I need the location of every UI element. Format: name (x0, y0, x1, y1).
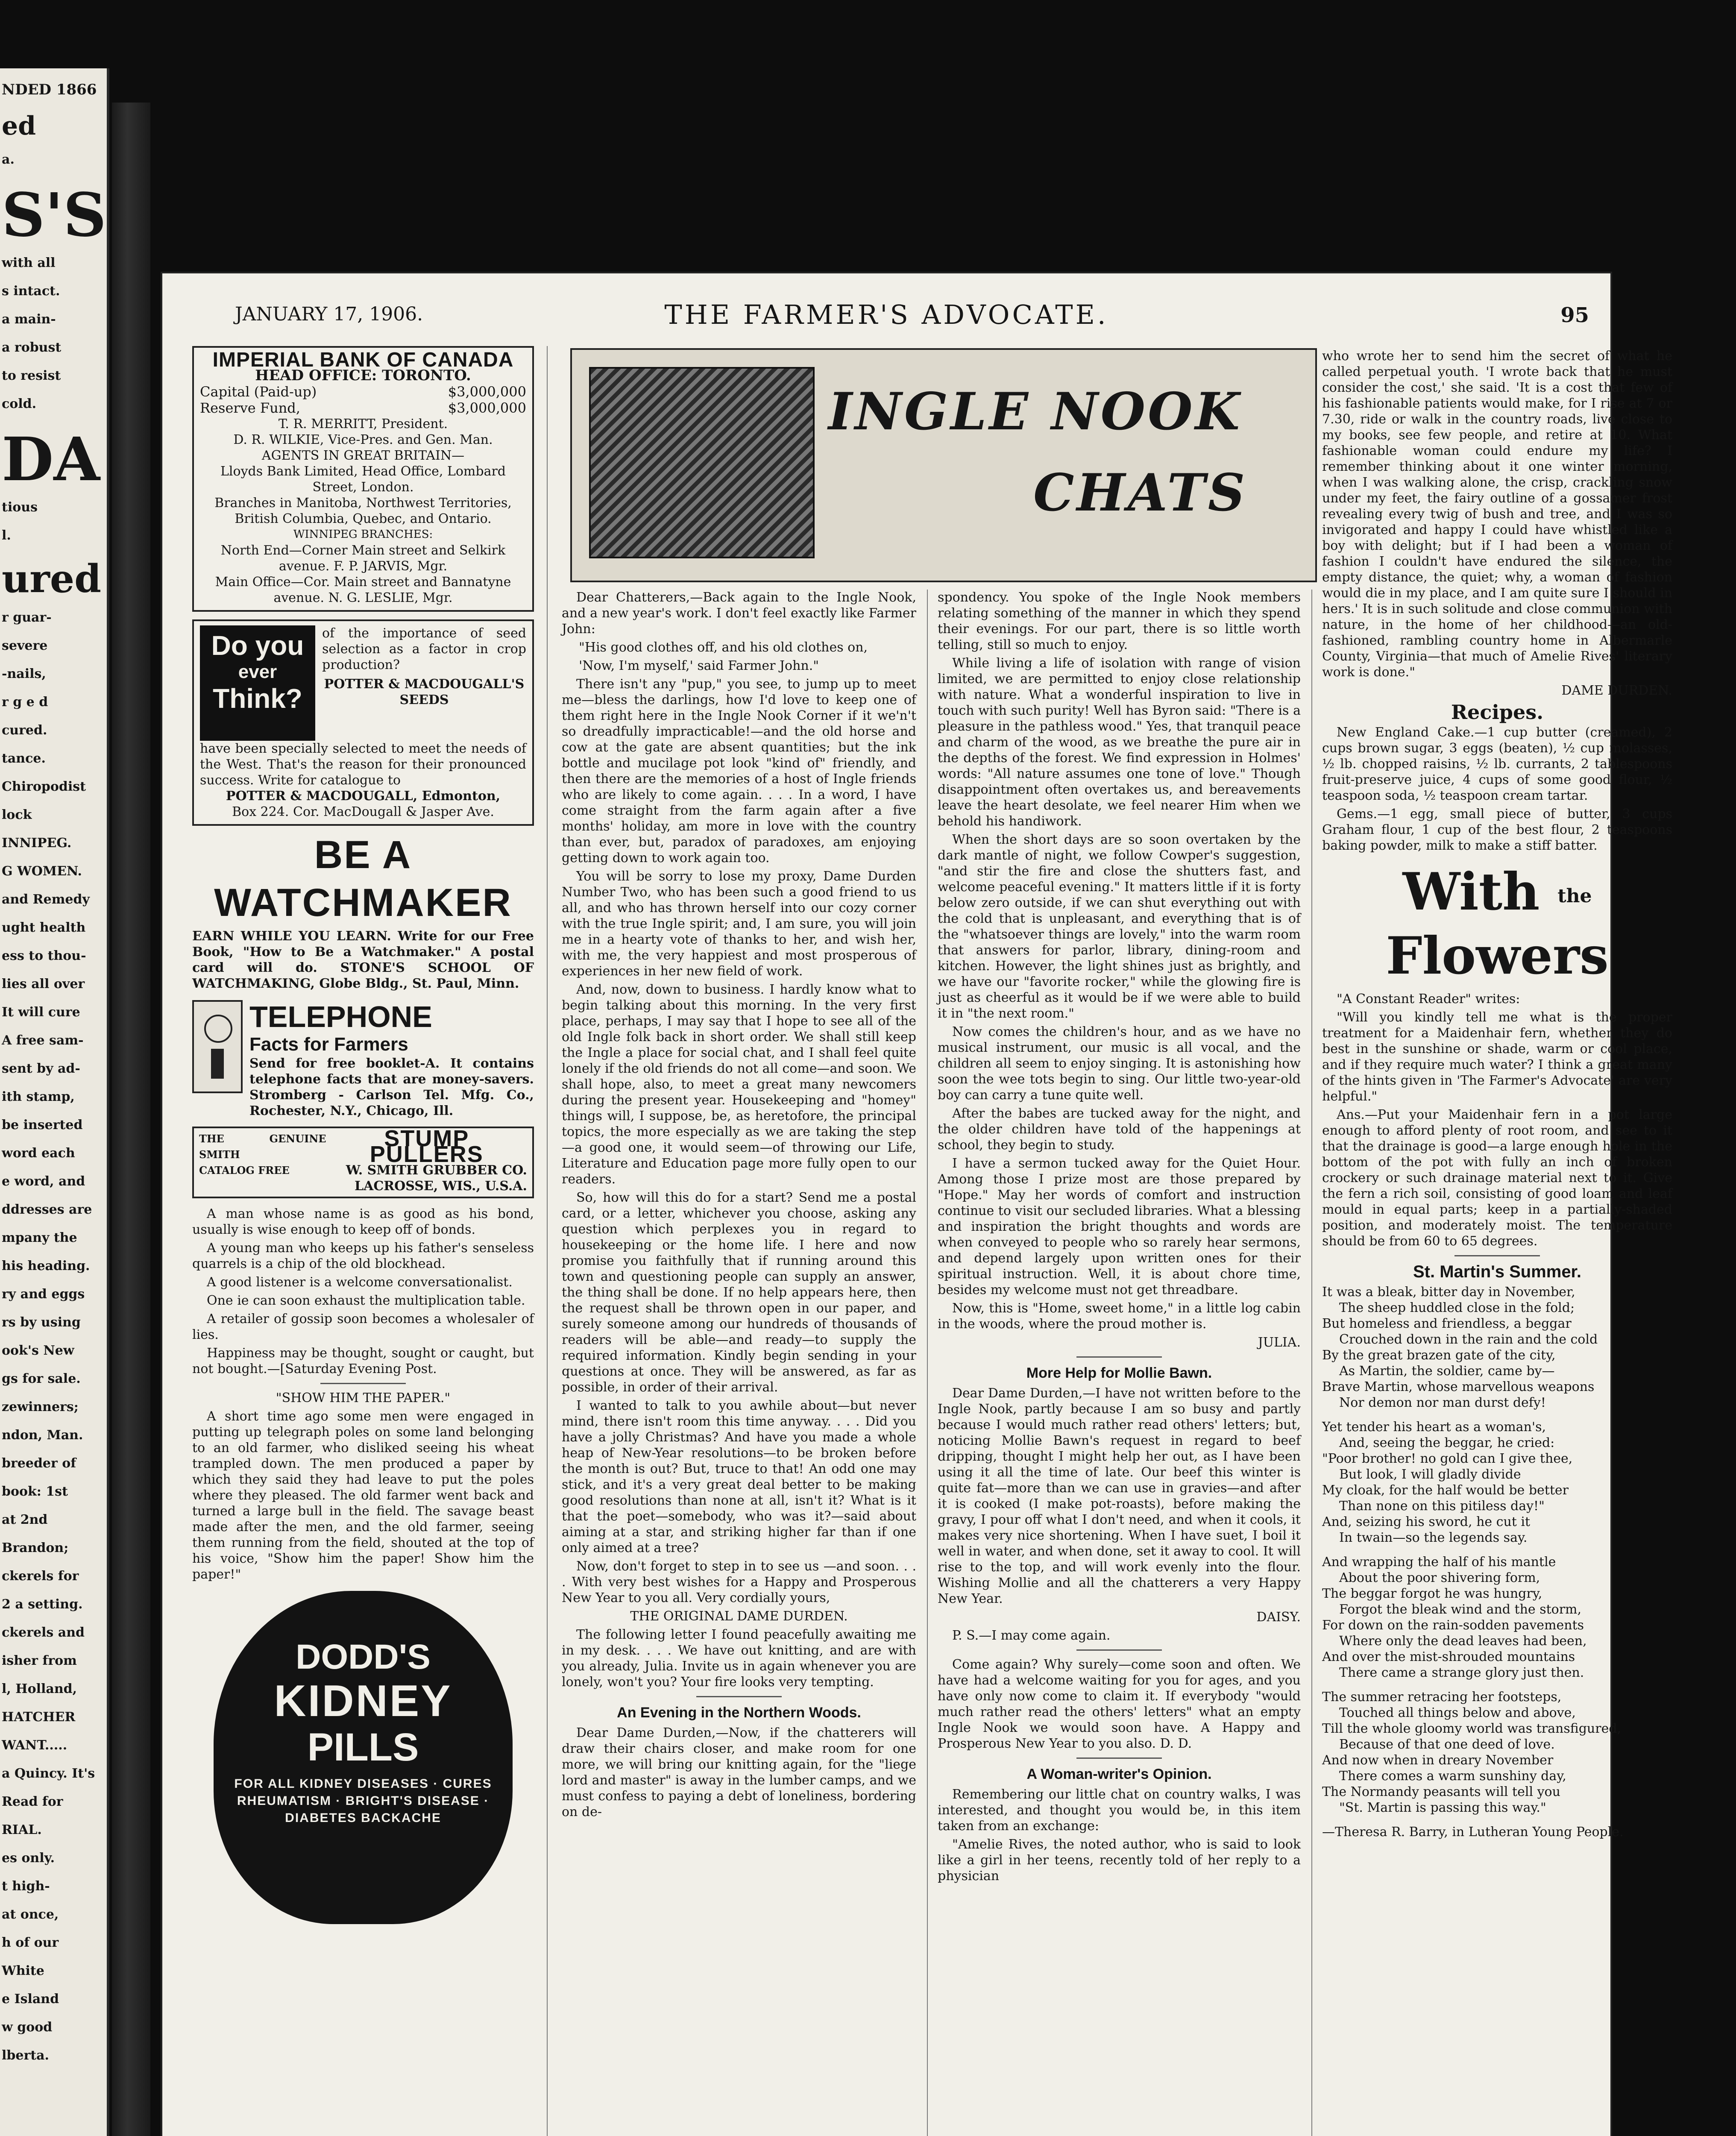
previous-page-fragment: at 2nd (2, 1512, 48, 1527)
poem-stanza-3: And wrapping the half of his mantle About the poor shivering form, The beggar forgot he was hungry, Forgot the bleak wind and the storm, For down on the rain-sodden pavements Where only the dead leaves had been, And over the mist-shrouded mountains There came a strange glory just then. (1322, 1554, 1587, 1680)
previous-page-fragment: ured (2, 556, 102, 601)
previous-page-fragment: Brandon; (2, 1540, 69, 1555)
dodds-line3: PILLS (307, 1725, 419, 1769)
dodds-line1: DODD'S (296, 1637, 431, 1676)
previous-page-fragment: lock (2, 807, 32, 822)
bank-north-end: North End—Corner Main street and Selkirk avenue. F. P. JARVIS, Mgr. (220, 543, 506, 574)
seeds-brand: POTTER & MACDOUGALL'S SEEDS (324, 677, 525, 707)
previous-page-fragment: a Quincy. It's (2, 1766, 95, 1781)
column-4 (1322, 348, 1672, 2136)
previous-page-fragment: mpany the (2, 1230, 77, 1245)
poem-stanza-2: Yet tender his heart as a woman's, And, seeing the beggar, he cried: "Poor brother! no gold can I give thee, But look, I will gladly divide My cloak, for the half would be better Than none on this pitiless day!" And, seizing his sword, he cut it In twain—so the legends say. (1322, 1419, 1573, 1545)
dodds-kidney-pills-ad (214, 1591, 513, 1924)
poem-credit: —Theresa R. Barry, in Lutheran Young People. (1322, 1824, 1624, 1840)
bank-vice: D. R. WILKIE, Vice-Pres. and Gen. Man. (233, 432, 493, 447)
flowers-question: "Will you kindly tell me what is the proper treatment for a Maidenhair fern, whether they do best in the sunshine or shade, warm or cool place, and if they require much water? I think a great many of the hints given in 'The Farmer's Advocate' are very helpful." (1322, 1009, 1672, 1104)
heading-mollie-bawn: More Help for Mollie Bawn. (1026, 1365, 1212, 1381)
previous-page-fragment: ught health (2, 920, 86, 935)
col1-p1: A man whose name is as good as his bond, usually is wise enough to keep off of bonds. (192, 1206, 534, 1237)
previous-page-fragment: a main- (2, 312, 56, 327)
stump-left: THE GENUINE SMITH (199, 1133, 326, 1161)
dodds-curve-text: FOR ALL KIDNEY DISEASES · CURES RHEUMATISM · BRIGHT'S DISEASE · DIABETES BACKACHE (234, 1777, 492, 1825)
seeds-ad (192, 619, 534, 826)
previous-page-fragment: -nails, (2, 666, 46, 681)
previous-page-fragment: INNIPEG. (2, 836, 72, 851)
bank-capital: Capital (Paid-up) $3,000,000 (200, 384, 526, 400)
show-him-body: A short time ago some men were engaged in putting up telegraph poles on some land belonging to an old farmer, who disliked seeing his wheat trampled down. The men produced a paper by which they said they had leave to put the poles where they pleased. The old farmer went back and turned a large bull in the field. The savage beast made after the men, and the old farmer, seeing them running from the field, shouted at the top of his voice, "Show him the paper! Show him the paper!" (192, 1409, 534, 1582)
banner-title-line1: INGLE NOOK (828, 381, 1242, 442)
previous-page-fragment: t high- (2, 1879, 50, 1894)
col2-signature: THE ORIGINAL DAME DURDEN. (630, 1609, 848, 1624)
telephone-title: TELEPHONE (249, 1000, 432, 1033)
watchmaker-body: EARN WHILE YOU LEARN. Write for our Free Book, "How to Be a Watchmaker." A postal card will do. STONE'S SCHOOL OF WATCHMAKING, Globe Bldg., St. Paul, Minn. (192, 929, 534, 991)
bank-main-office: Main Office—Cor. Main street and Bannatyne avenue. N. G. LESLIE, Mgr. (215, 575, 511, 605)
previous-page-fragment: HATCHER (2, 1710, 76, 1725)
bank-reserve: Reserve Fund, $3,000,000 (200, 400, 526, 416)
col3-p8: Dear Dame Durden,—I have not written before to the Ingle Nook, partly because I am so busy and partly because I would much rather read others' letters; but, noticing Mollie Bawn's request in regard to beef dripping, thought I might help her out, as I have been using it all the time of late. Our beef this winter is quite fat—more than we can use in gravies—and after it is cooked (I make pot-roasts), before making the gravy, I pour off what I don't need, and when it cools, it makes very nice shortening. When I have suet, I boil it well in water, and when done, set it away to cool. It will rise to the top, and will work evenly into the flour. Wishing Mollie and all the chatterers a very Happy New Year. (938, 1386, 1301, 1606)
previous-page-fragment: e Island (2, 1992, 59, 2007)
previous-page-fragment: and Remedy (2, 892, 90, 907)
masthead-date: JANUARY 17, 1906. (235, 303, 423, 325)
previous-page-fragment: isher from (2, 1653, 77, 1668)
page-gutter (112, 103, 150, 2136)
heading-recipes: Recipes. (1451, 701, 1544, 724)
col2-p8: The following letter I found peacefully awaiting me in my desk. . . . We have out knitting, and are with you already, Julia. Invite us in again whenever you are lonely, won't you? Your fire looks very tempting. (562, 1627, 916, 1690)
col3-p5: After the babes are tucked away for the night, and the older children have told of the happenings at school, they begin to study. (938, 1106, 1301, 1153)
telephone-ad (192, 1000, 534, 1119)
previous-page-fragment: G WOMEN. (2, 864, 82, 879)
divider (1076, 1649, 1162, 1651)
col2-p1: Dear Chatterers,—Back again to the Ingle Nook, and a new year's work. I don't feel exactly like Farmer John: (562, 590, 916, 637)
previous-page-fragment: s intact. (2, 284, 60, 299)
column-ads (192, 346, 534, 2136)
column-rule (927, 590, 928, 2136)
column-rule (1311, 590, 1312, 2136)
divider (1076, 1758, 1162, 1759)
previous-page-fragment: ry and eggs (2, 1287, 85, 1302)
col2-p7: Now, don't forget to step in to see us —and soon. . . . With very best wishes for a Happy and Prosperous New Year to you all. Very cordially yours, (562, 1559, 916, 1605)
col3-p6: I have a sermon tucked away for the Quiet Hour. Among those I prize most are those prepared by "Hope." May her words of comfort and instruction continue to visit our secluded libraries. What a blessing and inspiration the bright thoughts and words are when conveyed to people who so rarely hear sermons, and depend largely upon written ones for their spiritual instruction. Well, it is about chore time, besides my welcome must not get threadbare. (938, 1156, 1301, 1297)
bank-agents: AGENTS IN GREAT BRITAIN— (261, 448, 465, 463)
masthead-title: THE FARMER'S ADVOCATE. (664, 299, 1108, 330)
col3-p1: spondency. You spoke of the Ingle Nook members relating something of the manner in which they spend their evenings. For our part, there is so little worth telling, still so much to enjoy. (938, 590, 1301, 652)
previous-page-fragment: his heading. (2, 1259, 90, 1273)
bank-branches: Branches in Manitoba, Northwest Territories, British Columbia, Quebec, and Ontario. (214, 496, 512, 526)
previous-page-fragment: breeder of (2, 1456, 76, 1471)
fireplace-illustration (589, 367, 815, 558)
col2-p9: Dear Dame Durden,—Now, if the chatterers will draw their chairs closer, and make room for one more, we will bring our knitting again, for the "liege lord and master" is away in the lumber camps, and we must confess to paying a debt of loneliness, bordering on de- (562, 1725, 916, 1819)
column-rule (547, 346, 548, 2136)
col2-p3: You will be sorry to lose my proxy, Dame Durden Number Two, who has been such a good friend to us all, and who has thrown herself into our cozy corner with the true Ingle spirit; and, I am sure, you will join me in a hearty vote of thanks to her, and wish her, with me, the very happiest and most prosperous of experiences in her new field of work. (562, 869, 916, 979)
previous-page-fragment: book: 1st (2, 1484, 68, 1499)
heading-evening-northern-woods: An Evening in the Northern Woods. (617, 1705, 861, 1721)
stump-catalog: CATALOG FREE (199, 1164, 290, 1177)
divider (320, 1383, 406, 1384)
previous-page-fragment: gs for sale. (2, 1371, 81, 1386)
telephone-body: Send for free booklet-A. It contains telephone facts that are money-savers. Stromberg - Carlson Tel. Mfg. Co., Rochester, N.Y., Chicago, Ill. (249, 1056, 534, 1118)
previous-page-fragment: severe (2, 638, 48, 653)
previous-page-fragment: DA (2, 425, 100, 495)
bank-ad (192, 346, 534, 612)
page-number: 95 (1560, 303, 1589, 327)
show-him-heading: "SHOW HIM THE PAPER." (276, 1391, 451, 1405)
seeds-side-text: of the importance of seed selection as a factor in crop production? (322, 626, 526, 672)
previous-page-fragment: WANT..... (2, 1738, 67, 1753)
col2-p2: There isn't any "pup," you see, to jump up to meet me—bless the darlings, how I'd love to keep one of them right here in the Ingle Nook Corner if it we'n't so dreadfully impracticable!—and the old horse and cow at the gate are absent quantities; but the ink bottle and mucilage pot look "kind of" friendly, and then there are the memories of a host of Ingle friends who are likely to come again. . . . In a word, I have come straight from the farm again after a five months' holiday, am more in love with the country than ever, but, paradox of paradoxes, am enjoying getting down to work again too. (562, 677, 916, 866)
heading-woman-writer: A Woman-writer's Opinion. (1026, 1766, 1212, 1782)
watchmaker-ad (192, 833, 534, 992)
column-3 (938, 590, 1301, 2136)
seeds-contact: POTTER & MACDOUGALL, Edmonton, (226, 789, 501, 804)
previous-page-fragment: Chiropodist (2, 779, 86, 794)
previous-page-fragment: ith stamp, (2, 1089, 75, 1104)
divider (1076, 1356, 1162, 1358)
previous-page-fragment: e word, and (2, 1174, 85, 1189)
previous-page-fragment: ckerels and (2, 1625, 85, 1640)
col1-p4: One ie can soon exhaust the multiplication table. (207, 1293, 525, 1308)
previous-page-fragment: l. (2, 528, 11, 543)
col2-p6: I wanted to talk to you awhile about—but never mind, there isn't room this time anyway. . . . Did you have a jolly Christmas? And have you made a whole heap of New-Year resolutions—to be broken before the month is out? But, truce to that! An odd one may stick, and it's a very great deal better to be making good resolutions than none at all, isn't it? What is it that the poet—somebody, who was it?—said about aiming at a star, and striking higher far than if one only aimed at a tree? (562, 1398, 916, 1555)
flowers-answer: Ans.—Put your Maidenhair fern in a pot large enough to afford plenty of root room, and see to it that the drainage is good—a large enough hole in the bottom of the pot with fully an inch of broken crockery or such drainage material next to it. Give the fern a rich soil, consisting of good loam and leaf mould in equal parts; keep in a partially-shaded position, and moderately moist. The temperature should be from 60 to 65 degrees. (1322, 1107, 1672, 1249)
poem-st-martins-summer (1322, 1284, 1672, 1840)
previous-page-fragment: S'S (2, 180, 107, 250)
previous-page-fragment: tious (2, 500, 38, 515)
col2-p5: So, how will this do for a start? Send me a postal card, or a letter, whichever you choose, asking any question which perplexes you in regard to housekeeping or the home life. I here and now promise you faithfully that if running around this town and questioning people can supply an answer, the thing shall be done. If no help appears here, then the request shall be thrown open in our paper, and surely someone among our hundreds of thousands of readers will be able—and ready—to supply the required information. Kindly begin sending in your questions at once. They will be answered, as far as possible, in order of their arrival. (562, 1190, 916, 1395)
previous-page-fragment: NDED 1866 (2, 81, 97, 98)
previous-page-fragment: lies all over (2, 977, 85, 992)
col3-ps: P. S.—I may come again. (952, 1628, 1111, 1643)
previous-page-fragment: ddresses are (2, 1202, 92, 1217)
col3-p2: While living a life of isolation with range of vision limited, we are permitted to enjoy close relationship with nature. What a wonderful inspiration to live in touch with such purity! Well has Byron said: "There is a pleasure in the pathless wood." Yes, that tranquil peace and charm of the wood, as we breathe the pure air in the depths of the forest. We find expression in Holmes' words: "All nature assumes one tone of love." Though disappointment often overtakes us, and bereavements leave the heart desolate, we feel nearer Him when we behold his handiwork. (938, 656, 1301, 829)
previous-page-fragment: l, Holland, (2, 1681, 77, 1696)
col2-p4: And, now, down to business. I hardly know what to begin talking about this morning. In the very first place, perhaps, I may say that I hope to see all of the old Ingle folk back in short order. We shall still keep the Ingle a place for social chat, and I shall feel quite lonely if the old friends do not all come—and soon. We shall hope, also, to meet a great many newcomers during the present year. Housekeeping and "homey" things will, I suppose, be, as heretofore, the principal topics, the more especially as we are taking the step—a good one, it would seem—of throwing our Life, Literature and Education page more fully open to our readers. (562, 982, 916, 1187)
do-you-ever-think-box: Do you ever Think? (200, 625, 315, 741)
previous-page-fragment: ndon, Man. (2, 1428, 83, 1443)
masthead (162, 299, 1610, 333)
previous-page-fragment: 2 a setting. (2, 1597, 83, 1612)
previous-page-fragment: w good (2, 2020, 53, 2035)
previous-page-fragment: ook's New (2, 1343, 74, 1358)
col1-p6: Happiness may be thought, sought or caught, but not bought.—[Saturday Evening Post. (192, 1346, 534, 1376)
bank-lloyds: Lloyds Bank Limited, Head Office, Lombard Street, London. (220, 464, 506, 495)
previous-page-fragment: sent by ad- (2, 1061, 80, 1076)
col3-p11: "Amelie Rives, the noted author, who is said to look like a girl in her teens, recently told of her reply to a physician (938, 1837, 1301, 1884)
previous-page-fragment: ed (2, 111, 36, 141)
signature-julia: JULIA. (1258, 1335, 1301, 1350)
telephone-subtitle: Facts for Farmers (249, 1034, 408, 1055)
previous-page-fragment: Read for (2, 1794, 63, 1809)
flowers-intro: "A Constant Reader" writes: (1337, 991, 1520, 1006)
previous-page-fragment: with all (2, 255, 56, 270)
divider (696, 1696, 782, 1697)
column-2 (562, 590, 916, 2136)
col1-p3: A good listener is a welcome conversationalist. (207, 1275, 513, 1290)
previous-page-fragment: cold. (2, 396, 37, 411)
col3-p9: Come again? Why surely—come soon and often. We have had a welcome waiting for you for ages, and you have only now come to claim it. If everybody "would much rather read the others' letters" what an empty Ingle Nook we would soon have. A Happy and Prosperous New Year to you also. D. D. (938, 1657, 1301, 1751)
previous-page-fragment: ess to thou- (2, 948, 86, 963)
col4-p1: who wrote her to send him the secret of what he called perpetual youth. 'I wrote back that he must consider the cost,' she said. 'It is a cost that few of his fashionable patients would make, for I rise at 7 or 7.30, ride or walk in the country roads, live close to my books, see few people, and retire at 10. What fashionable woman could endure my life? I remember thinking about it one winter morning, when I was walking alone, the crisp, crackling snow under my feet, the fairy outline of a gossamer frost revealing every twig of bush and tree, and I was so invigorated and happy I could have whistled like a boy with delight; but if I had been a woman of fashion I couldn't have endured the silence, the empty distance, the quiet; why, a woman of fashion would die in my place, and I am quite sure I should in hers.' It is in such solitude and close communion with nature, in the home of her childhood—an old-fashioned, rambling country home in Albermarle County, Virginia—that much of Amelie Rives' literary work is done." (1322, 349, 1672, 680)
stump-maker: W. SMITH GRUBBER CO. (346, 1163, 527, 1178)
previous-page-fragment: lberta. (2, 2048, 50, 2063)
previous-page-fragment: at once, (2, 1907, 59, 1922)
seeds-body: have been specially selected to meet the needs of the West. That's the reason for their pronounced success. Write for catalogue to (200, 741, 526, 788)
col1-p2: A young man who keeps up his father's senseless quarrels is a chip of the old blockhead. (192, 1241, 534, 1271)
previous-page-fragment: word each (2, 1146, 75, 1161)
previous-page-fragment: zewinners; (2, 1400, 79, 1414)
col3-p3: When the short days are so soon overtaken by the dark mantle of night, we follow Cowper's suggestion, "and stir the fire and close the shutters fast, and welcome peaceful evening." It matters little if it is forty below zero outside, if we can shut everything out with the cold that is unpleasant, and everything that is of the "whatsoever things are lovely," into the warm room that answers for parlor, library, dining-room and kitchen. However, the light shines just as brightly, and we have our "favorite rocker," while the glowing fire is just as cheerful as it would be if we were able to build it in "the next room." (938, 832, 1301, 1021)
dodds-line2: KIDNEY (274, 1676, 452, 1726)
previous-page-fragment: r guar- (2, 610, 52, 625)
previous-page-fragment: A free sam- (2, 1033, 84, 1048)
previous-page-fragment: It will cure (2, 1005, 80, 1020)
previous-page-fragment: ckerels for (2, 1569, 79, 1584)
ingle-nook-banner (570, 348, 1317, 582)
recipe-gems: Gems.—1 egg, small piece of butter, 3 cups Graham flour, 1 cup of the best flour, 2 teaspoons baking powder, milk to make a stiff batter. (1322, 807, 1672, 853)
col2-quote1: "His good clothes off, and his old clothes on, (579, 640, 868, 655)
banner-title-line2: CHATS (1033, 463, 1248, 523)
bank-title: IMPERIAL BANK OF CANADA (212, 349, 514, 371)
previous-page-fragment: RIAL. (2, 1822, 42, 1837)
watchmaker-line1: BE A (314, 833, 412, 877)
newspaper-page (162, 273, 1672, 2136)
previous-page-fragment: to resist (2, 368, 61, 383)
col3-p10: Remembering our little chat on country walks, I was interested, and thought you would be, in this item taken from an exchange: (938, 1787, 1301, 1834)
recipe-new-england-cake: New England Cake.—1 cup butter (creamed), 2 cups brown sugar, 3 eggs (beaten), ½ cup molasses, ½ lb. chopped raisins, ½ lb. currants, 2 tablespoons fruit-preserve juice, 4 cups of some good flour, ½ teaspoon soda, ½ teaspoon cream tartar. (1322, 725, 1672, 803)
stump-city: LACROSSE, WIS., U.S.A. (354, 1179, 527, 1194)
telephone-icon (192, 1000, 243, 1093)
stump-title: STUMP PULLERS (369, 1126, 484, 1167)
col3-p7: Now, this is "Home, sweet home," in a little log cabin in the woods, where the proud mother is. (938, 1301, 1301, 1332)
previous-page-fragment: cured. (2, 723, 47, 738)
bank-president: T. R. MERRITT, President. (278, 417, 448, 431)
col4-signature: DAME DURDEN. (1561, 683, 1672, 698)
previous-page-fragment: r g e d (2, 695, 48, 710)
previous-page-fragment: White (2, 1963, 44, 1978)
poem-stanza-4: The summer retracing her footsteps, Touched all things below and above, Till the whole gloomy world was transfigured, Because of that one deed of love. And now when in dreary November There comes a warm sunshiny day, The Normandy peasants will tell you "St. Martin is passing this way." (1322, 1689, 1622, 1815)
heading-with-the-flowers: With the Flowers (1386, 862, 1609, 986)
col2-quote2: 'Now, I'm myself,' said Farmer John." (579, 658, 819, 673)
heading-st-martins-summer: St. Martin's Summer. (1413, 1262, 1582, 1281)
previous-page-fragment: a. (2, 152, 15, 167)
previous-page-fragment: rs by using (2, 1315, 81, 1330)
stump-puller-ad (192, 1127, 534, 1198)
previous-page-fragment: be inserted (2, 1118, 83, 1133)
previous-page-fragment: tance. (2, 751, 46, 766)
previous-page-fragment: es only. (2, 1851, 55, 1866)
divider (1454, 1255, 1540, 1256)
previous-page-edge (0, 68, 109, 2136)
poem-stanza-1: It was a bleak, bitter day in November, The sheep huddled close in the fold; But homeless and friendless, a beggar Crouched down in the rain and the cold By the great brazen gate of the city, As Martin, the soldier, came by— Brave Martin, whose marvellous weapons Nor demon nor man durst defy! (1322, 1284, 1598, 1410)
watchmaker-line2: WATCHMAKER (214, 881, 512, 924)
signature-daisy: DAISY. (1256, 1610, 1301, 1625)
bank-winnipeg-head: WINNIPEG BRANCHES: (293, 528, 433, 541)
seeds-address: Box 224. Cor. MacDougall & Jasper Ave. (232, 804, 494, 819)
previous-page-fragment: h of our (2, 1935, 59, 1950)
previous-page-fragment: a robust (2, 340, 62, 355)
col1-p5: A retailer of gossip soon becomes a wholesaler of lies. (192, 1312, 534, 1342)
bank-head-office: HEAD OFFICE: TORONTO. (255, 367, 471, 384)
col3-p4: Now comes the children's hour, and as we have no musical instrument, our music is all vocal, and the children all seem to enjoy singing. It is astonishing how soon the wee tots begin to sing. Our little two-year-old boy can carry a tune quite well. (938, 1024, 1301, 1103)
